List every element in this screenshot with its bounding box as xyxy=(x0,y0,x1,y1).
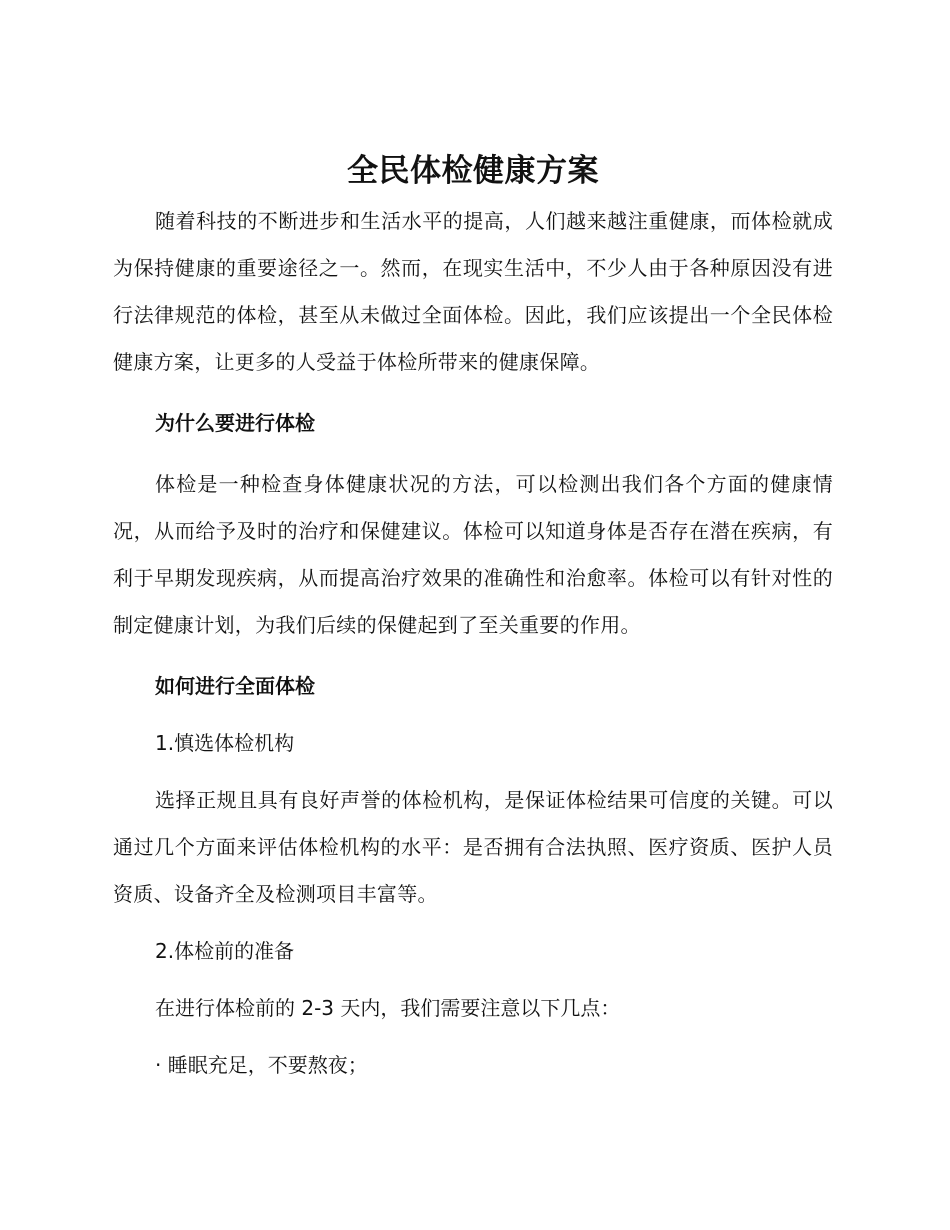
item2-intro: 在进行体检前的 2-3 天内，我们需要注意以下几点： xyxy=(155,996,621,1020)
document-page xyxy=(113,148,833,1089)
item2-title: 2.体检前的准备 xyxy=(155,939,295,963)
bullet-item: · 睡眠充足，不要熬夜； xyxy=(155,1053,368,1077)
intro-paragraph: 随着科技的不断进步和生活水平的提高，人们越来越注重健康，而体检就成为保持健康的重要途径之一。然而，在现实生活中，不少人由于各种原因没有进行法律规范的体检，甚至从未做过全面体检。因此，我们应该提出一个全民体检健康方案，让更多的人受益于体检所带来的健康保障。 xyxy=(113,209,833,374)
item1-title: 1.慎选体检机构 xyxy=(155,731,295,755)
section-heading-why: 为什么要进行体检 xyxy=(155,411,315,435)
document-title: 全民体检健康方案 xyxy=(347,153,599,189)
why-paragraph: 体检是一种检查身体健康状况的方法，可以检测出我们各个方面的健康情况，从而给予及时的治疗和保健建议。体检可以知道身体是否存在潜在疾病，有利于早期发现疾病，从而提高治疗效果的准确性和治愈率。体检可以有针对性的制定健康计划，为我们后续的保健起到了至关重要的作用。 xyxy=(113,472,833,637)
section-heading-how: 如何进行全面体检 xyxy=(155,674,315,698)
item1-paragraph: 选择正规且具有良好声誉的体检机构，是保证体检结果可信度的关键。可以通过几个方面来评估体检机构的水平：是否拥有合法执照、医疗资质、医护人员资质、设备齐全及检测项目丰富等。 xyxy=(113,788,833,906)
